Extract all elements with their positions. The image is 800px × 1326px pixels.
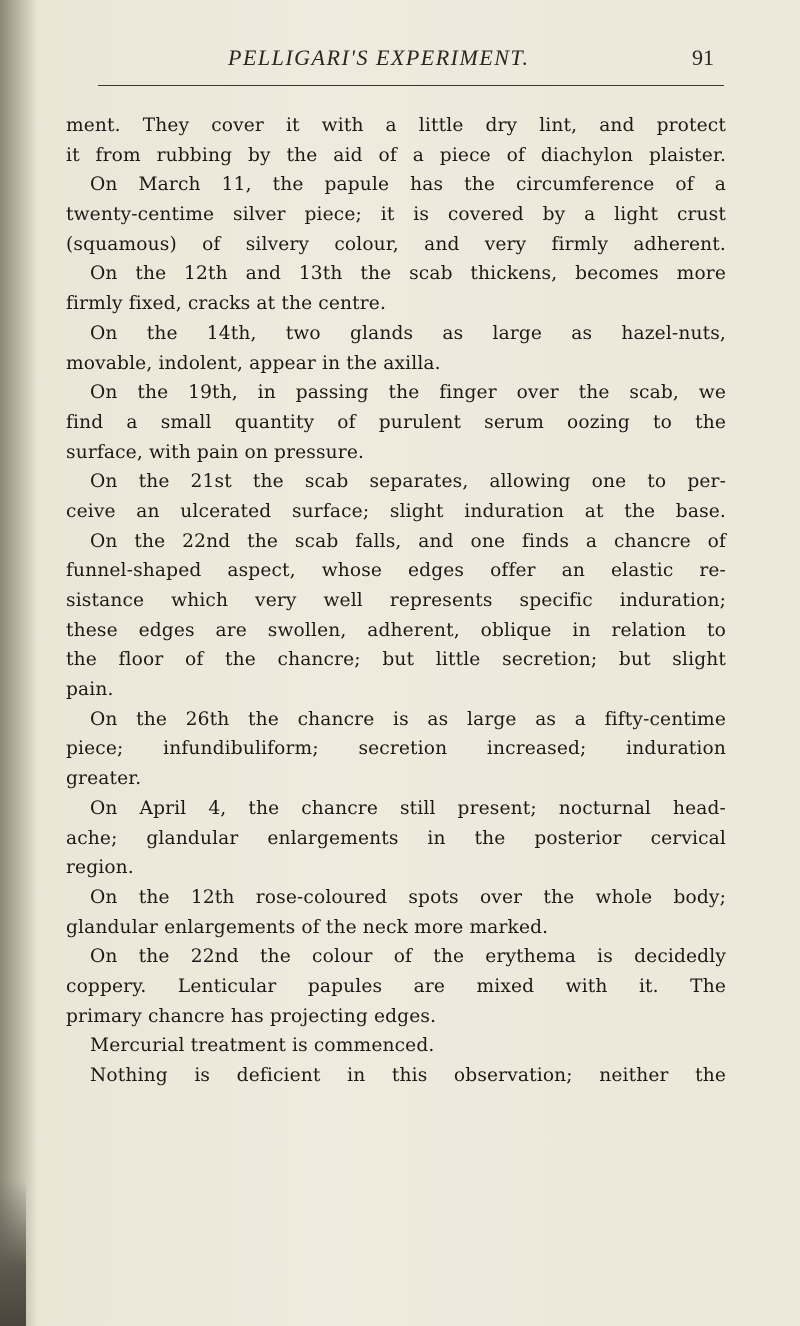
- text-line: primary chancre has projecting edges.: [66, 1005, 437, 1027]
- text-line: movable, indolent, appear in the axilla.: [66, 352, 441, 374]
- text-line: glandular enlargements of the neck more marked.: [66, 916, 549, 938]
- text-line: firmly fixed, cracks at the centre.: [66, 293, 387, 315]
- page-number: 91: [692, 45, 714, 70]
- text-line: coppery. Lenticular papules are mixed with it. The: [66, 975, 726, 997]
- text-line: find a small quantity of purulent serum oozing to the: [66, 411, 726, 433]
- text-line: sistance which very well represents specific induration;: [66, 590, 726, 611]
- text-line: ceive an ulcerated surface; slight induration at the base.: [66, 500, 726, 522]
- text-line: funnel-shaped aspect, whose edges offer an elastic re-: [66, 560, 726, 582]
- text-line: On the 26th the chancre is as large as a fifty-centime: [90, 708, 726, 730]
- text-line: On the 12th rose-coloured spots over the whole body;: [90, 886, 726, 908]
- text-line: pain.: [66, 679, 114, 701]
- text-line: On the 14th, two glands as large as hazel-nuts,: [90, 322, 726, 344]
- text-line: On April 4, the chancre still present; nocturnal head-: [90, 797, 726, 819]
- running-head: [0, 45, 800, 85]
- text-line: these edges are swollen, adherent, oblique in relation to: [66, 619, 726, 641]
- text-line: On the 21st the scab separates, allowing one to per-: [90, 471, 726, 493]
- text-line: greater.: [66, 768, 142, 790]
- binding-gutter-shadow: [0, 0, 38, 1326]
- binding-gutter-dark-edge: [0, 1180, 26, 1326]
- text-line: ment. They cover it with a little dry lint, and protect: [66, 115, 726, 136]
- text-line: On the 22nd the scab falls, and one finds a chancre of: [90, 530, 726, 552]
- text-line: On March 11, the papule has the circumference of a: [90, 174, 726, 196]
- text-line: On the 22nd the colour of the erythema is decidedly: [90, 946, 726, 968]
- text-line: surface, with pain on pressure.: [66, 441, 365, 463]
- text-line: region.: [66, 857, 134, 879]
- header-rule: [98, 85, 724, 86]
- body-text: [66, 111, 726, 1091]
- running-title: PELLIGARI'S EXPERIMENT.: [228, 45, 530, 70]
- text-line: Mercurial treatment is commenced.: [90, 1035, 435, 1057]
- text-line: the floor of the chancre; but little secretion; but slight: [66, 649, 726, 671]
- text-line: (squamous) of silvery colour, and very firmly adherent.: [66, 233, 726, 255]
- text-line: ache; glandular enlargements in the posterior cervical: [66, 827, 726, 849]
- text-line: it from rubbing by the aid of a piece of diachylon plaister.: [66, 144, 726, 166]
- text-line: On the 12th and 13th the scab thickens, becomes more: [90, 263, 726, 285]
- text-line: On the 19th, in passing the finger over the scab, we: [90, 382, 726, 404]
- text-line: piece; infundibuliform; secretion increased; induration: [66, 738, 726, 760]
- text-line: Nothing is deficient in this observation; neither the: [90, 1065, 726, 1086]
- text-line: twenty-centime silver piece; it is covered by a light crust: [66, 204, 726, 226]
